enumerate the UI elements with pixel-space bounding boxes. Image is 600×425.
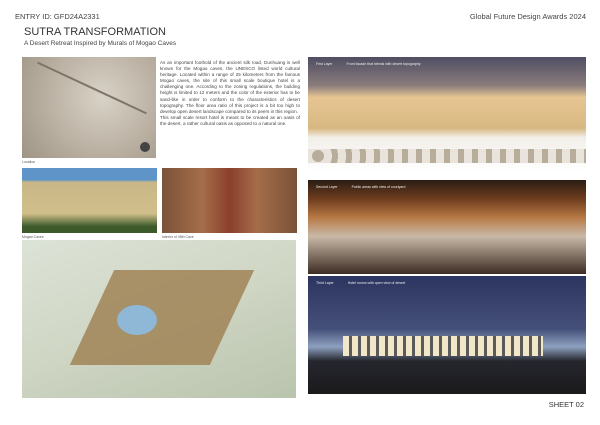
description-paragraph: This small scale resort hotel is meant to be created as an oasis of the desert, a rather cultural oasis as opposed to a natural one. [160,114,300,126]
project-title: SUTRA TRANSFORMATION [24,26,166,38]
render-second-layer [308,180,586,274]
location-map-image [22,57,156,158]
compass-icon [140,142,150,152]
render-first-layer [308,57,586,172]
project-description [160,60,300,127]
cave-interior-caption: Interior of 45th Cave [162,235,194,239]
mogao-caves-photo [22,168,157,233]
render-caption: Front facade that blends with desert topography [346,62,421,66]
render-layer-label: Third Layer [316,281,334,285]
render-layer-label: First Layer [316,62,333,66]
render-caption: Public areas with view of courtyard [351,185,406,189]
cave-interior-photo [162,168,297,233]
project-subtitle: A Desert Retreat Inspired by Murals of Mogao Caves [24,40,177,47]
render-third-layer [308,276,586,394]
render-layer-label: Second Layer [316,185,338,189]
entry-id: ENTRY ID: GFD24A2331 [15,12,100,21]
mogao-caves-caption: Mogao Caves [22,235,44,239]
award-name: Global Future Design Awards 2024 [469,12,586,21]
render-caption: Hotel rooms with open view of desert [347,281,406,285]
axonometric-drawing [22,240,296,398]
map-caption: Location [22,160,36,164]
description-paragraph: As an important foothold of the ancient silk road, Dunhuang is well known for the Mogao caves, the UNESCO listed world cultural heritage. Located within a range of 25 kilometers from the famous Mogao caves, the site of this small scale boutique hotel is a challenging one. According to the zoning regulations, the building height is limited to 12 meters and the color of the exterior has to be sand-like in order to conform to the characteristics of desert topography. The floor area ratio of this project is a bit too high to develop open desert landscape compared to its peers in this region. [160,60,300,114]
sheet-number: SHEET 02 [548,400,584,409]
